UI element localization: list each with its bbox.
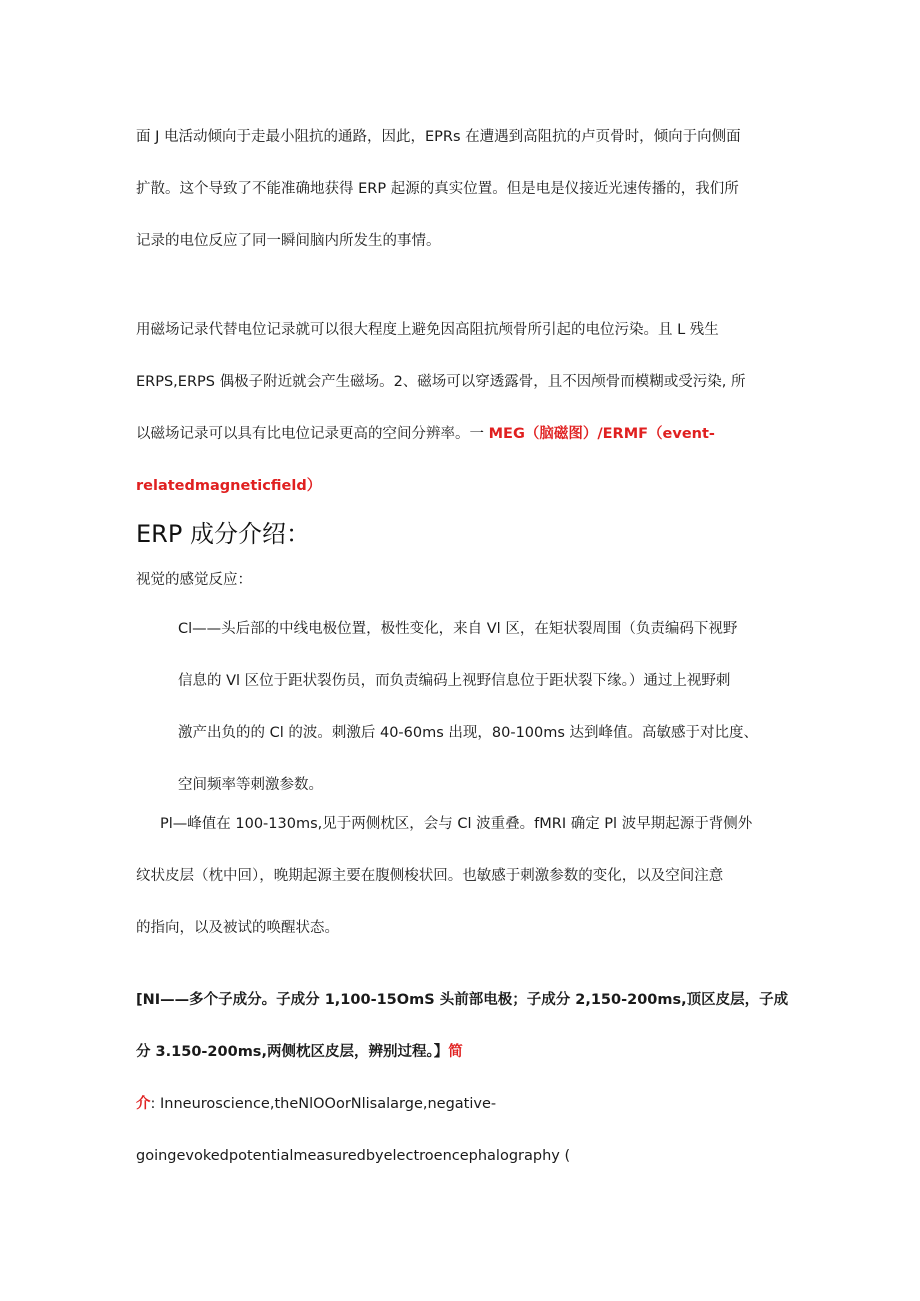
text-segment: : Inneuroscience,theNlOOorNlisalarge,negative- [150,1096,497,1112]
paragraph-p1-component [136,798,786,954]
meg-ermf-term-continued: relatedmagneticfield） [136,478,322,494]
section-heading: ERP 成分介绍： [136,520,310,548]
text-line: Cl——头后部的中线电极位置，极性变化，来自 Vl 区，在矩状裂周围（负责编码下视野 [178,621,738,637]
text-line: Pl—峰值在 100-130ms,见于两侧枕区，会与 Cl 波重叠。fMRI 确定 Pl 波早期起源于背侧外 [160,816,753,832]
text-line: 用磁场记录代替电位记录就可以很大程度上避免因高阻抗颅骨所引起的电位污染。且 L 残生 [136,322,719,338]
subsection-heading: 视觉的感觉反应： [136,572,252,588]
text-line [136,1026,786,1078]
text-line: 面 J 电活动倾向于走最小阻抗的通路，因此，EPRs 在遭遇到高阻抗的卢页骨时，倾向于向侧面 [136,129,741,145]
meg-ermf-term: MEG（脑磁图）/ERMF（event- [488,426,715,442]
paragraph-c1-component [178,603,788,811]
text-line [136,460,786,512]
text-segment: 分 3.150-200ms,两侧枕区皮层，辨别过程。】 [136,1044,449,1060]
text-line: 信息的 Vl 区位于距状裂伤员，而负责编码上视野信息位于距状裂下缘。）通过上视野刺 [178,673,731,689]
text-line: 空间频率等刺激参数。 [178,777,323,793]
paragraph-magnetic-recording [136,304,786,512]
text-segment: 以磁场记录可以具有比电位记录更高的空间分辨率。一 [136,426,489,442]
text-line [136,408,786,460]
intro-label: 简 [448,1044,463,1060]
paragraph-n1-component [136,974,789,1182]
text-line: ERPS,ERPS 偶极子附近就会产生磁场。2、磁场可以穿透露骨，且不因颅骨而模糊或受污染, 所 [136,374,746,390]
text-line: goingevokedpotentialmeasuredbyelectroencephalography ( [136,1148,571,1164]
text-line: [NI——多个子成分。子成分 1,100-15OmS 头前部电极；子成分 2,150-200ms,顶区皮层，子成 [136,992,789,1008]
text-line: 的指向，以及被试的唤醒状态。 [136,920,339,936]
text-line: 激产出负的的 Cl 的波。刺激后 40-60ms 出现，80-100ms 达到峰值。高敏感于对比度、 [178,725,759,741]
text-line: 纹状皮层（枕中回），晚期起源主要在腹侧梭状回。也敏感于刺激参数的变化，以及空间注意 [136,868,724,884]
paragraph-electric-conduction [136,111,786,267]
text-line: 扩散。这个导致了不能准确地获得 ERP 起源的真实位置。但是电是仪接近光速传播的，我们所 [136,181,739,197]
intro-label-continued: 介 [136,1096,151,1112]
text-line [136,1078,786,1130]
text-line: 记录的电位反应了同一瞬间脑内所发生的事情。 [136,233,441,249]
